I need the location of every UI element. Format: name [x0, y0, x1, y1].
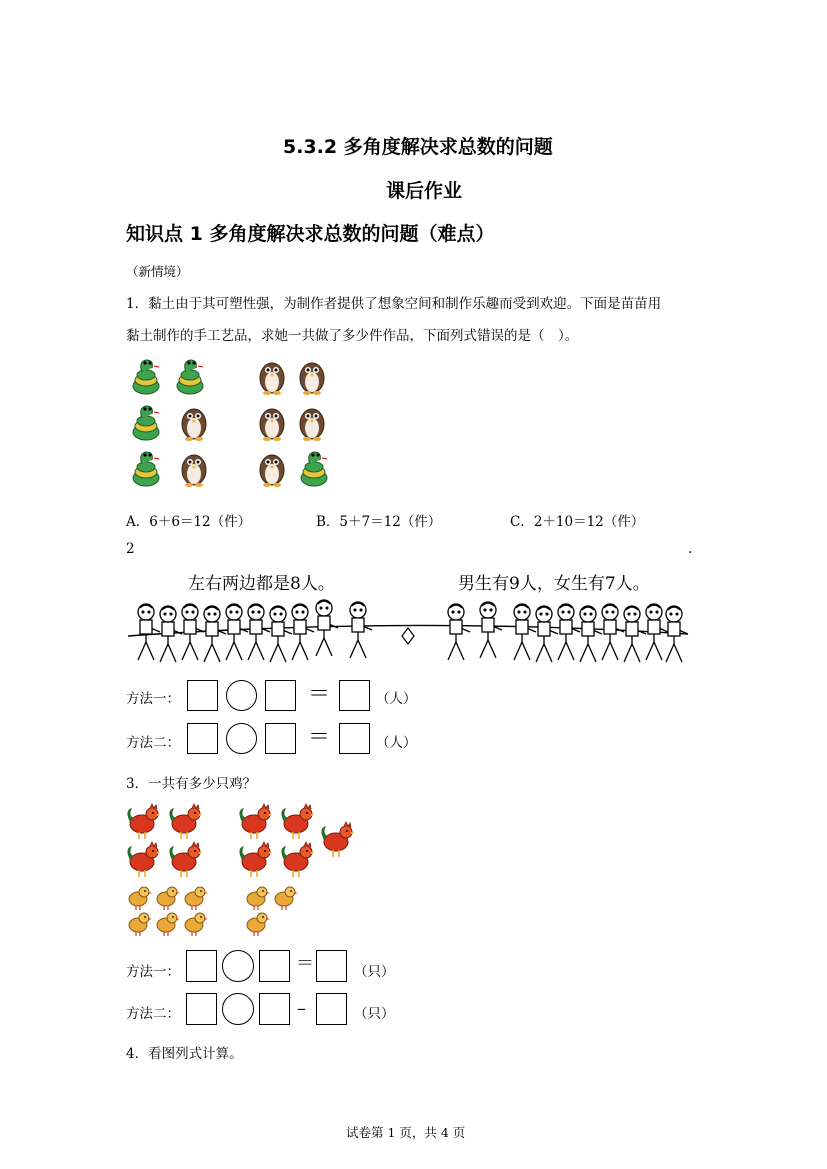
q2-m2-operator-circle[interactable] [226, 723, 257, 754]
clay-crafts-illustration [128, 352, 358, 492]
q2-number: 2 [126, 541, 135, 557]
q3-m2-answer-box-2[interactable] [259, 993, 290, 1025]
q3-text: 3．一共有多少只鸡？ [126, 776, 257, 792]
q1-option-b[interactable]: B．5＋7＝12（件） [316, 514, 442, 530]
q2-m1-result-box[interactable] [339, 680, 370, 711]
q2-m2-unit: （人） [376, 735, 417, 751]
q3-method2-label: 方法二： [126, 1006, 180, 1022]
q2-method1-label: 方法一： [126, 691, 180, 707]
chickens-illustration [124, 798, 364, 948]
q1-text-line1: 1．黏土由于其可塑性强，为制作者提供了想象空间和制作乐趣而受到欢迎。下面是苗苗用 [126, 296, 662, 312]
section-heading: 知识点 1 多角度解决求总数的问题（难点） [126, 223, 495, 245]
q2-m1-answer-box-2[interactable] [265, 680, 296, 711]
q3-m2-minus: – [297, 998, 306, 1019]
q3-method1-label: 方法一： [126, 964, 180, 980]
q3-m1-answer-box-2[interactable] [259, 950, 290, 982]
q4-text: 4．看图列式计算。 [126, 1046, 243, 1062]
context-tag: （新情境） [126, 264, 189, 279]
q3-m2-operator-circle[interactable] [222, 993, 254, 1025]
q2-method2-label: 方法二： [126, 735, 180, 751]
q2-m1-unit: （人） [376, 691, 417, 707]
q1-text-line2: 黏土制作的手工艺品，求她一共做了多少件作品，下面列式错误的是（ ）。 [126, 328, 579, 344]
q3-m1-operator-circle[interactable] [222, 950, 254, 982]
q3-m2-answer-box-1[interactable] [186, 993, 217, 1025]
q3-m1-equals: ＝ [296, 953, 314, 974]
q2-m2-equals: ＝ [308, 725, 331, 750]
q2-m1-equals: ＝ [308, 682, 331, 707]
page-subtitle: 课后作业 [386, 180, 463, 202]
tug-of-war-illustration [128, 596, 688, 676]
q2-caption-left: 左右两边都是8人。 [188, 574, 335, 594]
q2-dot: . [688, 541, 693, 557]
q3-m2-unit: （只） [354, 1006, 395, 1022]
q3-m1-result-box[interactable] [316, 950, 347, 982]
q3-m1-unit: （只） [354, 964, 395, 980]
q1-option-c[interactable]: C．2＋10＝12（件） [510, 514, 645, 530]
q2-m1-operator-circle[interactable] [226, 680, 257, 711]
q2-caption-right: 男生有9人，女生有7人。 [458, 574, 650, 594]
q2-m2-answer-box-2[interactable] [265, 723, 296, 754]
q2-m2-answer-box-1[interactable] [187, 723, 218, 754]
q1-option-a[interactable]: A．6＋6＝12（件） [126, 514, 252, 530]
q2-m2-result-box[interactable] [339, 723, 370, 754]
page-title: 5.3.2 多角度解决求总数的问题 [283, 136, 553, 158]
q2-m1-answer-box-1[interactable] [187, 680, 218, 711]
q3-m1-answer-box-1[interactable] [186, 950, 217, 982]
q3-m2-result-box[interactable] [316, 993, 347, 1025]
page-footer: 试卷第 1 页，共 4 页 [346, 1125, 466, 1140]
